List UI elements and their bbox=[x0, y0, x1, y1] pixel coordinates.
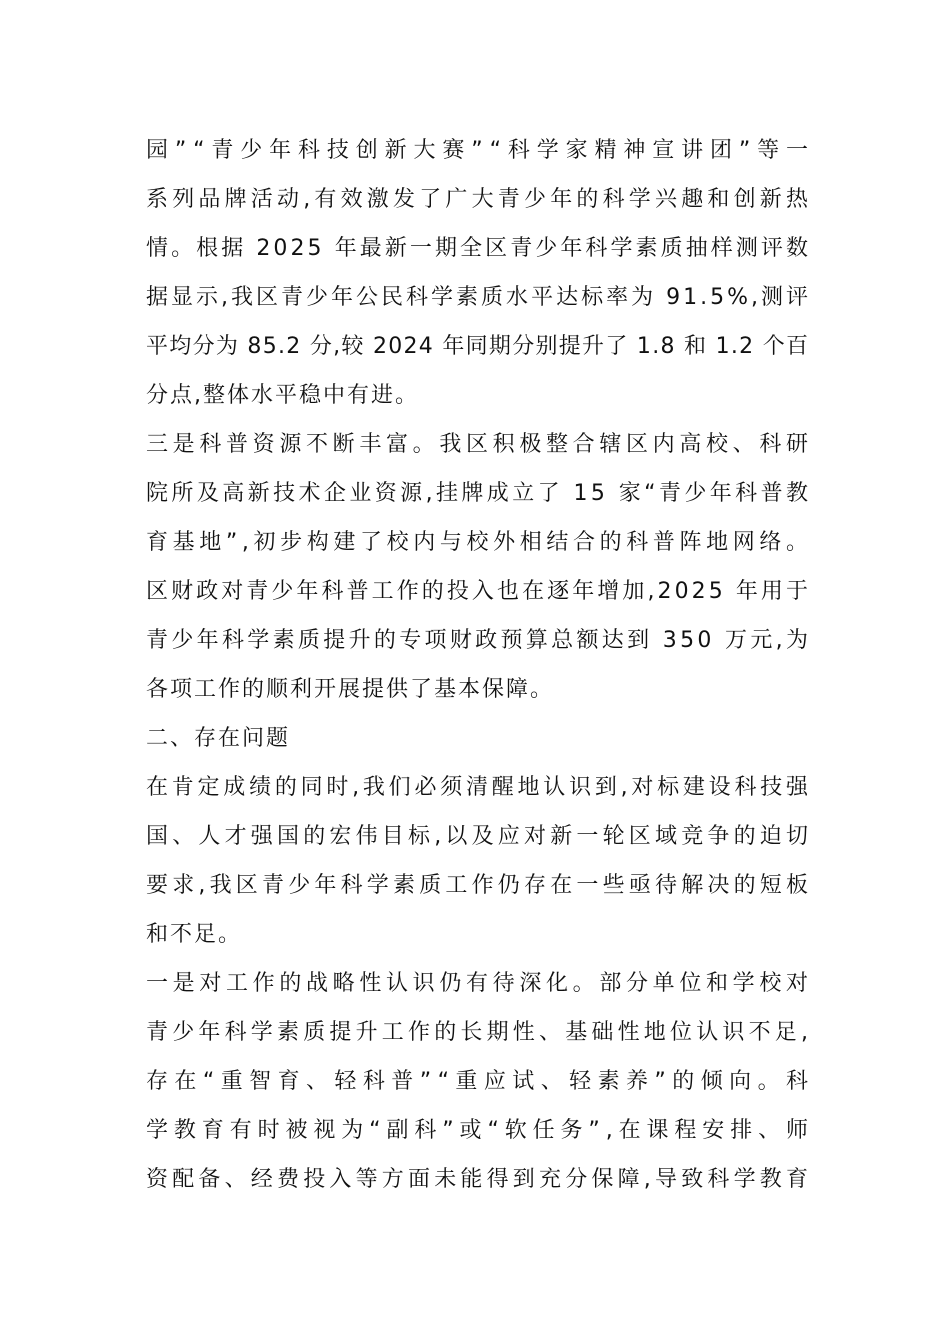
text-line: 院所及高新技术企业资源,挂牌成立了 15 家“青少年科普教 bbox=[146, 481, 812, 506]
text-line: 区财政对青少年科普工作的投入也在逐年增加,2025 年用于 bbox=[146, 579, 812, 604]
text-line: 据显示,我区青少年公民科学素质水平达标率为 91.5%,测评 bbox=[146, 285, 811, 310]
text-line: 育基地”,初步构建了校内与校外相结合的科普阵地网络。 bbox=[146, 530, 813, 555]
text-line: 在肯定成绩的同时,我们必须清醒地认识到,对标建设科技强 bbox=[146, 775, 812, 800]
text-line: 学教育有时被视为“副科”或“软任务”,在课程安排、师 bbox=[146, 1118, 814, 1143]
text-line: 情。根据 2025 年最新一期全区青少年科学素质抽样测评数 bbox=[146, 236, 812, 261]
text-line: 平均分为 85.2 分,较 2024 年同期分别提升了 1.8 和 1.2 个百 bbox=[146, 334, 810, 359]
text-line: 青少年科学素质提升的专项财政预算总额达到 350 万元,为 bbox=[146, 628, 812, 653]
text-line: 各项工作的顺利开展提供了基本保障。 bbox=[146, 677, 555, 702]
document-page bbox=[146, 126, 815, 1204]
text-line: 存在“重智育、轻科普”“重应试、轻素养”的倾向。科 bbox=[146, 1069, 815, 1094]
text-line: 资配备、经费投入等方面未能得到充分保障,导致科学教育 bbox=[146, 1167, 813, 1192]
text-line: 和不足。 bbox=[146, 922, 243, 947]
text-line: 国、人才强国的宏伟目标,以及应对新一轮区域竞争的迫切 bbox=[146, 824, 813, 849]
text-line: 系列品牌活动,有效激发了广大青少年的科学兴趣和创新热 bbox=[146, 187, 813, 212]
text-line: 青少年科学素质提升工作的长期性、基础性地位认识不足, bbox=[146, 1020, 813, 1045]
text-line: 一是对工作的战略性认识仍有待深化。部分单位和学校对 bbox=[146, 971, 813, 996]
text-line: 分点,整体水平稳中有进。 bbox=[146, 383, 419, 408]
text-line: 要求,我区青少年科学素质工作仍存在一些亟待解决的短板 bbox=[146, 873, 813, 898]
text-line: 园”“青少年科技创新大赛”“科学家精神宣讲团”等一 bbox=[146, 138, 815, 163]
text-line: 三是科普资源不断丰富。我区积极整合辖区内高校、科研 bbox=[146, 432, 813, 457]
section-heading: 二、存在问题 bbox=[146, 726, 291, 751]
